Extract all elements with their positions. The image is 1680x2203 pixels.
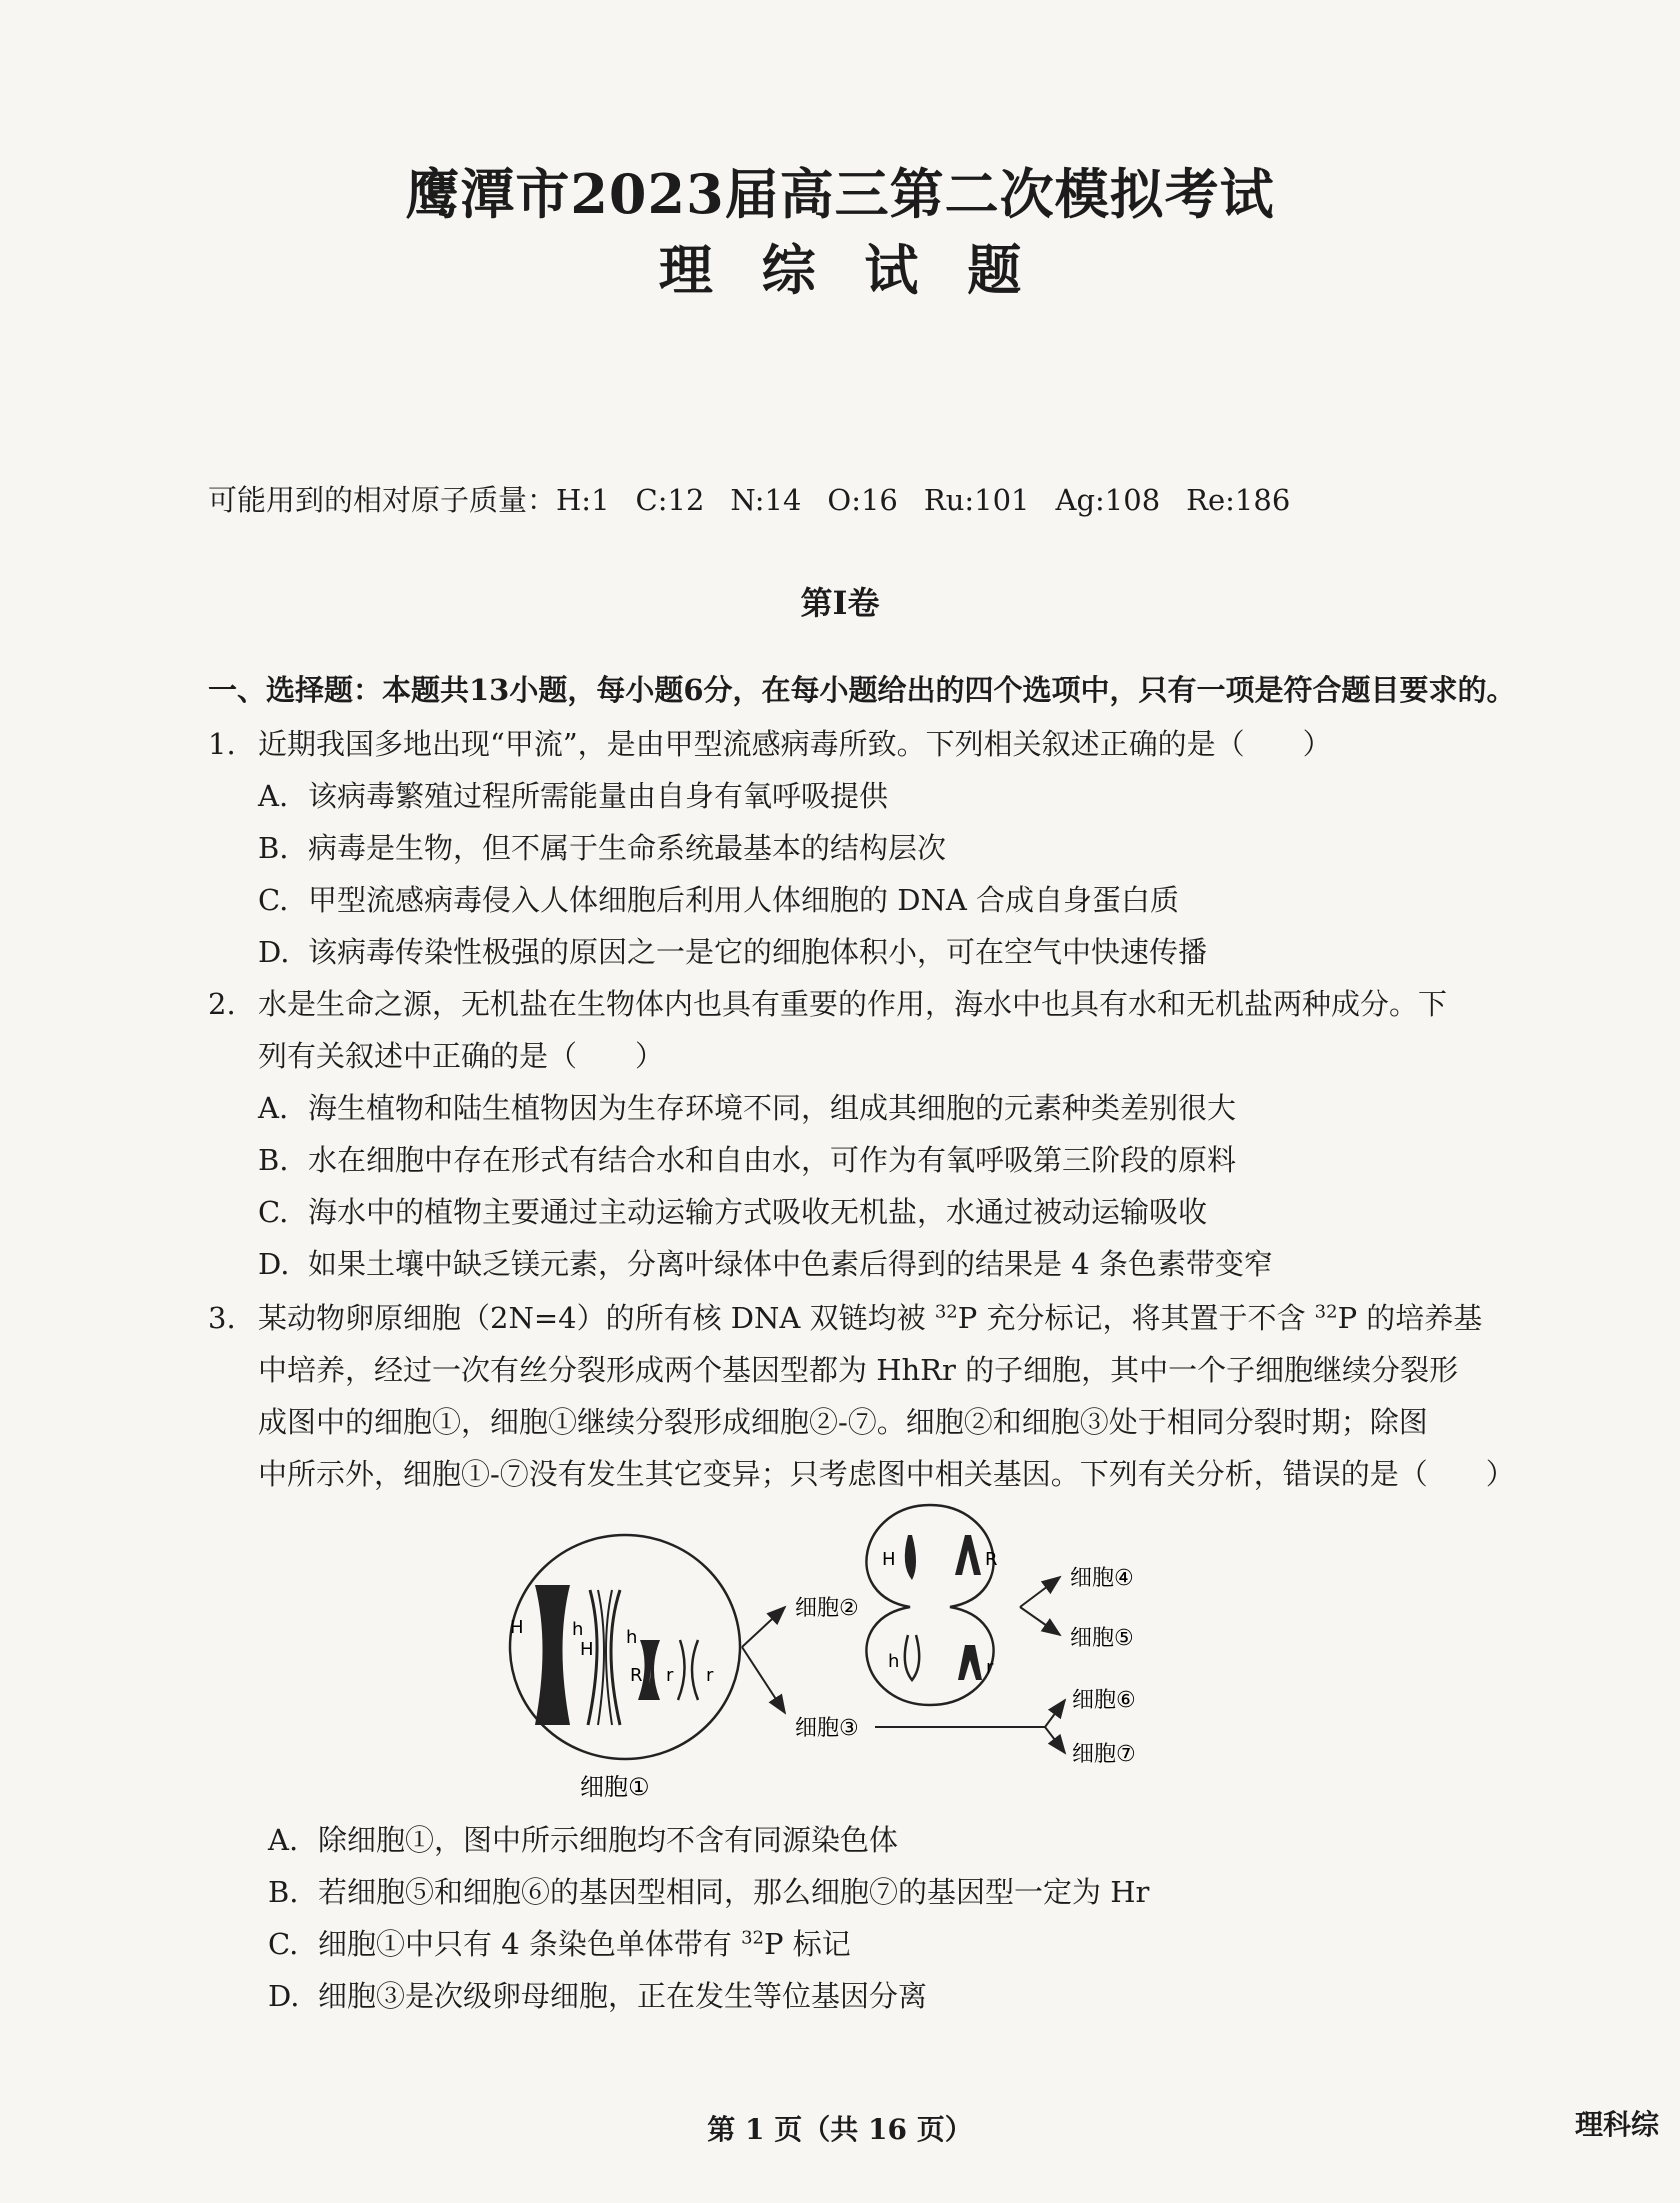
- question-number: 2.: [208, 987, 236, 1021]
- svg-text:R: R: [985, 1549, 998, 1570]
- svg-text:R: R: [630, 1665, 643, 1686]
- svg-text:h: h: [888, 1651, 900, 1672]
- cell-2-label: 细胞②: [795, 1596, 859, 1621]
- atomic-mass: Re:186: [1186, 483, 1291, 517]
- cell-1: [510, 1535, 740, 1801]
- svg-text:H: H: [580, 1639, 594, 1660]
- atomic-mass: H:1: [556, 483, 610, 517]
- exam-subject: 理 综 试 题: [658, 238, 1022, 302]
- page-number: 第 1 页（共 16 页）: [707, 2113, 973, 2146]
- question-1-option-c: C. 甲型流感病毒侵入人体细胞后利用人体细胞的 DNA 合成自身蛋白质: [258, 883, 1180, 917]
- question-3-stem-line4: 中所示外，细胞①-⑦没有发生其它变异；只考虑图中相关基因。下列有关分析，错误的是（ ）: [258, 1457, 1515, 1491]
- question-2-option-c: C. 海水中的植物主要通过主动运输方式吸收无机盐，水通过被动运输吸收: [258, 1195, 1208, 1229]
- cell-7-label: 细胞⑦: [1072, 1742, 1136, 1767]
- question-1-option-b: B. 病毒是生物，但不属于生命系统最基本的结构层次: [258, 831, 947, 865]
- question-2-stem: 2. 水是生命之源，无机盐在生物体内也具有重要的作用，海水中也具有水和无机盐两种成分。下: [208, 987, 1448, 1021]
- question-3-option-a: A. 除细胞①，图中所示细胞均不含有同源染色体: [268, 1823, 899, 1857]
- cell-6-label: 细胞⑥: [1072, 1688, 1136, 1713]
- question-1-option-a: A. 该病毒繁殖过程所需能量由自身有氧呼吸提供: [258, 779, 889, 813]
- question-1-option-d: D. 该病毒传染性极强的原因之一是它的细胞体积小，可在空气中快速传播: [258, 935, 1208, 969]
- svg-text:r: r: [666, 1665, 674, 1686]
- question-3-option-d: D. 细胞③是次级卵母细胞，正在发生等位基因分离: [268, 1979, 928, 2013]
- svg-text:r: r: [706, 1665, 714, 1686]
- question-3-stem-line3: 成图中的细胞①，细胞①继续分裂形成细胞②-⑦。细胞②和细胞③处于相同分裂时期；除图: [258, 1405, 1428, 1439]
- question-3-stem: 3. 某动物卵原细胞（2N=4）的所有核 DNA 双链均被 $^{32}$P 充分标记，将其置于不含 $^{32}$P 的培养基: [208, 1301, 1483, 1335]
- volume-title: 第Ⅰ卷: [800, 584, 880, 622]
- atomic-masses-label: 可能用到的相对原子质量：: [208, 483, 557, 517]
- question-3-stem-line2: 中培养，经过一次有丝分裂形成两个基因型都为 HhRr 的子细胞，其中一个子细胞继续分裂形: [258, 1353, 1459, 1387]
- atomic-mass: N:14: [730, 483, 802, 517]
- question-3-option-b: B. 若细胞⑤和细胞⑥的基因型相同，那么细胞⑦的基因型一定为 Hr: [268, 1875, 1150, 1909]
- atomic-mass: C:12: [635, 483, 705, 517]
- atomic-mass: O:16: [827, 483, 898, 517]
- question-1-stem: 1. 近期我国多地出现“甲流”，是由甲型流感病毒所致。下列相关叙述正确的是（ ）: [208, 727, 1332, 761]
- cell-1-label: 细胞①: [580, 1773, 650, 1801]
- cell-2: [866, 1505, 997, 1705]
- atomic-masses: [208, 478, 1290, 519]
- cell-3-label: 细胞③: [795, 1716, 859, 1741]
- cell-division-diagram: [480, 1495, 1200, 1825]
- section-heading: 一、选择题：本题共13小题，每小题6分，在每小题给出的四个选项中，只有一项是符合题目要求的。: [208, 673, 1516, 707]
- atomic-mass: Ru:101: [923, 483, 1030, 517]
- cell-4-label: 细胞④: [1070, 1566, 1134, 1591]
- svg-text:H: H: [882, 1549, 896, 1570]
- cell-5-label: 细胞⑤: [1070, 1626, 1134, 1651]
- svg-text:h: h: [626, 1627, 638, 1648]
- question-2-stem-cont: 列有关叙述中正确的是（ ）: [258, 1039, 665, 1073]
- exam-title: 鹰潭市2023届高三第二次模拟考试: [405, 162, 1275, 226]
- question-2-option-b: B. 水在细胞中存在形式有结合水和自由水，可作为有氧呼吸第三阶段的原料: [258, 1143, 1237, 1177]
- question-number: 1.: [208, 727, 236, 761]
- question-2-option-a: A. 海生植物和陆生植物因为生存环境不同，组成其细胞的元素种类差别很大: [258, 1091, 1237, 1125]
- gene-label: H: [510, 1617, 524, 1638]
- corner-label: 理科综: [1575, 2108, 1660, 2141]
- question-number: 3.: [208, 1301, 236, 1335]
- question-3-option-c: C. 细胞①中只有 4 条染色单体带有 $^{32}$P 标记: [268, 1927, 851, 1961]
- atomic-mass: Ag:108: [1055, 483, 1161, 517]
- svg-text:r: r: [986, 1657, 994, 1678]
- svg-text:h: h: [572, 1619, 584, 1640]
- question-2-option-d: D. 如果土壤中缺乏镁元素，分离叶绿体中色素后得到的结果是 4 条色素带变窄: [258, 1247, 1273, 1281]
